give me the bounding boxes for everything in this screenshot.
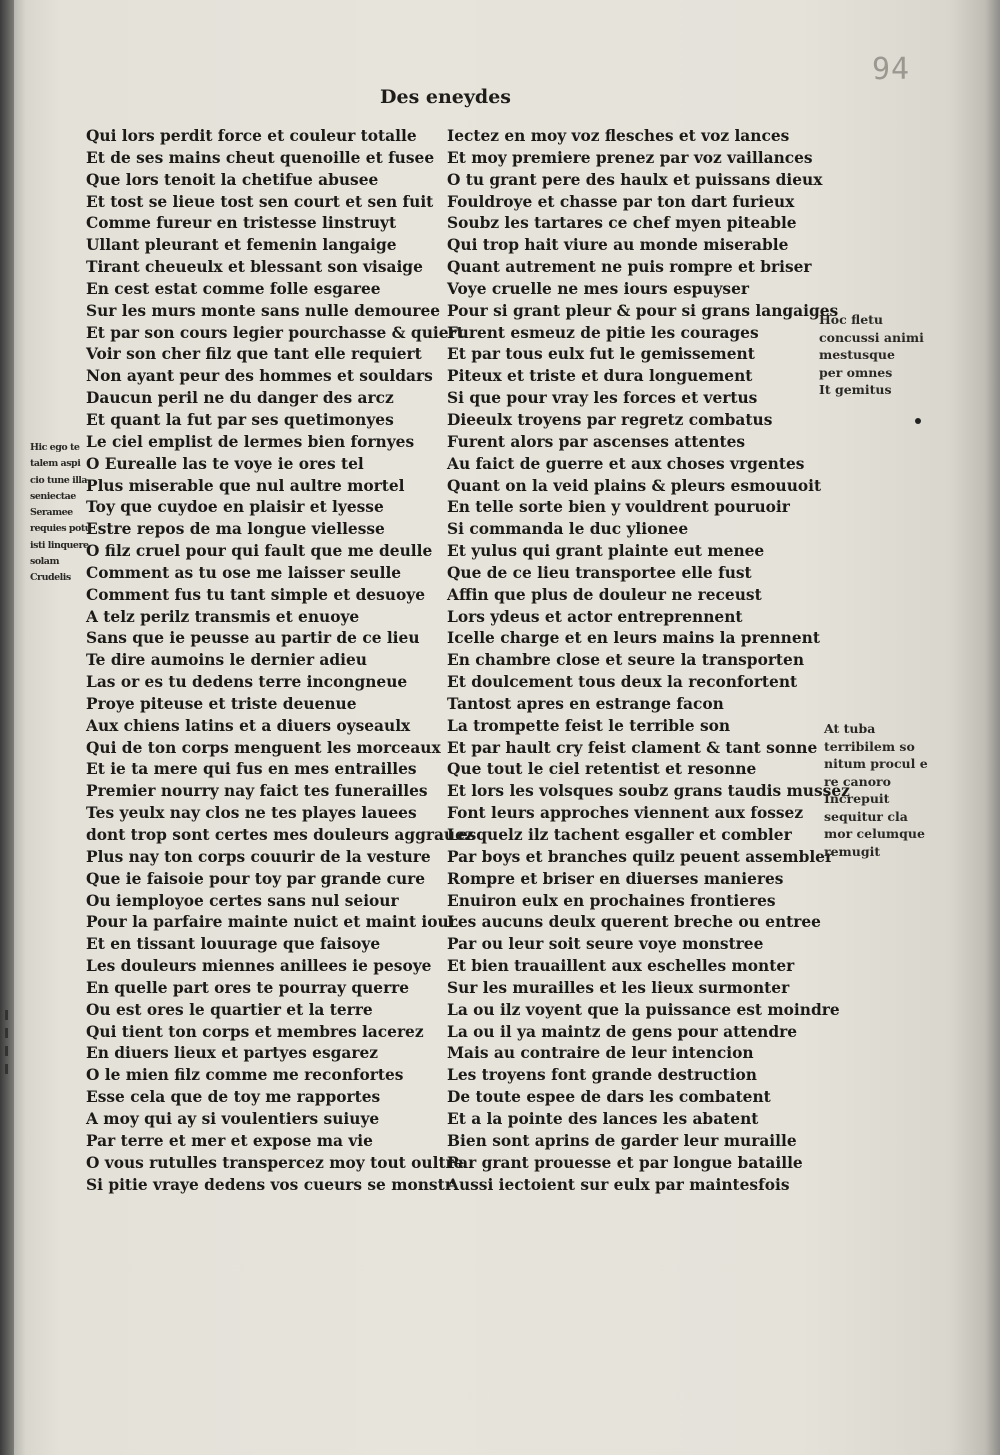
verse-line: Si pitie vraye dedens vos cueurs se monstr — [86, 1175, 453, 1194]
verse-line: En quelle part ores te pourray querre — [86, 978, 410, 997]
gloss-line: per omnes — [819, 364, 893, 380]
verse-line: Proye piteuse et triste deuenue — [86, 694, 357, 713]
verse-line: O Eurealle las te voye ie ores tel — [86, 454, 364, 473]
verse-line: Et tost se lieue tost sen court et sen fuit — [86, 192, 434, 211]
verse-line: O tu grant pere des haulx et puissans dieux — [447, 170, 823, 189]
verse-line: Qui lors perdit force et couleur totalle — [86, 127, 417, 145]
gloss-line: It gemitus — [819, 382, 892, 397]
verse-line: En telle sorte bien y vouldrent pouruoir — [447, 498, 790, 517]
right-margin-gloss-1 — [819, 311, 924, 399]
verse-line: Les troyens font grande destruction — [447, 1066, 757, 1085]
verse-line: Au faict de guerre et aux choses vrgentes — [447, 454, 805, 473]
verse-line: Non ayant peur des hommes et souldars — [86, 367, 433, 386]
verse-line: Esse cela que de toy me rapportes — [86, 1088, 381, 1107]
gloss-line: At tuba — [824, 721, 876, 736]
verse-line: Las or es tu dedens terre incongneue — [86, 673, 408, 692]
verse-line: Toy que cuydoe en plaisir et lyesse — [86, 498, 384, 517]
gloss-line: Hic ego te — [30, 442, 80, 453]
verse-line: Premier nourry nay faict tes funerailles — [86, 782, 428, 801]
verse-line: Aux chiens latins et a diuers oyseaulx — [86, 716, 411, 735]
verse-line: A telz perilz transmis et enuoye — [86, 607, 360, 626]
gloss-line: Increpuit — [824, 791, 890, 806]
verse-line: Aussi iectoient sur eulx par maintesfois — [447, 1175, 790, 1194]
verse-line: Dieeulx troyens par regretz combatus — [447, 410, 773, 429]
gloss-line: sequitur cla — [824, 808, 908, 824]
gloss-line: isti linquere — [30, 539, 89, 551]
verse-line: Soubz les tartares ce chef myen piteable — [447, 214, 797, 233]
verse-line: Bien sont aprins de garder leur muraille — [447, 1131, 797, 1150]
verse-line: Lors ydeus et actor entreprennent — [447, 607, 743, 626]
verse-line: Qui tient ton corps et membres lacerez — [86, 1022, 424, 1041]
verse-line: Comme fureur en tristesse linstruyt — [86, 214, 397, 233]
verse-line: Par terre et mer et expose ma vie — [86, 1131, 373, 1150]
left-text-column — [86, 126, 474, 1196]
verse-line: Iectez en moy voz flesches et voz lances — [447, 127, 790, 145]
verse-line: O filz cruel pour qui fault que me deulle — [86, 542, 433, 561]
verse-line: Qui de ton corps menguent les morceaux — [86, 738, 441, 757]
verse-line: O vous rutulles transpercez moy tout oultre — [86, 1153, 464, 1172]
verse-line: Si commanda le duc ylionee — [447, 520, 689, 539]
verse-line: Comment fus tu tant simple et desuoye — [86, 585, 425, 604]
gloss-line: seniectae — [30, 490, 76, 502]
verse-line: Quant autrement ne puis rompre et briser — [447, 258, 812, 277]
verse-line: La ou il ya maintz de gens pour attendre — [447, 1022, 797, 1041]
folio-number: 94 — [872, 52, 911, 87]
verse-line: Les aucuns deulx querent breche ou entree — [447, 913, 821, 932]
verse-line: Mais au contraire de leur intencion — [447, 1044, 754, 1063]
verse-line: Ou iemployoe certes sans nul seiour — [86, 891, 399, 910]
verse-line: Et en tissant louurage que faisoye — [86, 935, 381, 954]
verse-line: Et quant la fut par ses quetimonyes — [86, 410, 394, 429]
right-margin-gloss-2 — [824, 720, 928, 860]
edge-marks — [4, 1010, 10, 1100]
verse-line: Estre repos de ma longue viellesse — [86, 520, 385, 539]
verse-line: Et ie ta mere qui fus en mes entrailles — [86, 760, 417, 779]
verse-line: Sur les murailles et les lieux surmonter — [447, 978, 790, 997]
verse-line: En chambre close et seure la transporten — [447, 651, 805, 670]
verse-line: Et lors les volsques soubz grans taudis mussez — [447, 782, 850, 801]
verse-line: Et par son cours legier pourchasse & quiert — [86, 323, 464, 342]
gloss-line: cio tune illa — [30, 474, 88, 486]
gloss-line: Seramee — [30, 507, 73, 519]
gloss-line: requies potu — [30, 523, 92, 535]
verse-line: Tes yeulx nay clos ne tes playes lauees — [86, 804, 417, 823]
verse-line: Icelle charge et en leurs mains la prennent — [447, 629, 820, 648]
verse-line: Par boys et branches quilz peuent assembler — [447, 847, 834, 866]
gloss-line: nitum procul e — [824, 756, 928, 771]
verse-line: Et doulcement tous deux la reconfortent — [447, 673, 798, 692]
verse-line: Comment as tu ose me laisser seulle — [86, 563, 402, 582]
gloss-line: talem aspi — [30, 458, 81, 470]
gloss-line: Crudelis — [30, 572, 71, 584]
verse-line: Que ie faisoie pour toy par grande cure — [86, 869, 426, 888]
gloss-line: remugit — [824, 843, 881, 859]
verse-line: Qui trop hait viure au monde miserable — [447, 236, 789, 255]
verse-line: Rompre et briser en diuerses manieres — [447, 869, 784, 888]
verse-line: Et de ses mains cheut quenoille et fusee — [86, 148, 435, 167]
verse-line: Affin que plus de douleur ne receust — [447, 585, 762, 604]
verse-line: Voye cruelle ne mes iours espuyser — [447, 279, 749, 298]
verse-line: La ou ilz voyent que la puissance est moindre — [447, 1000, 840, 1019]
verse-line: Tirant cheueulx et blessant son visaige — [86, 258, 423, 277]
verse-line: Et par tous eulx fut le gemissement — [447, 345, 755, 364]
verse-line: Et a la pointe des lances les abatent — [447, 1109, 759, 1128]
verse-line: Furent alors par ascenses attentes — [447, 432, 746, 451]
verse-line: En diuers lieux et partyes esgarez — [86, 1044, 379, 1063]
verse-line: De toute espee de dars les combatent — [447, 1088, 771, 1107]
gloss-line: terribilem so — [824, 738, 915, 754]
verse-line: Que de ce lieu transportee elle fust — [447, 563, 752, 582]
verse-line: Enuiron eulx en prochaines frontieres — [447, 891, 776, 910]
gloss-line: concussi animi — [819, 329, 924, 345]
verse-line: Ullant pleurant et femenin langaige — [86, 236, 397, 255]
verse-line: Sans que ie peusse au partir de ce lieu — [86, 629, 420, 648]
verse-line: A moy qui ay si voulentiers suiuye — [86, 1109, 380, 1128]
verse-line: O le mien filz comme me reconfortes — [86, 1066, 404, 1085]
ink-dot — [915, 418, 921, 424]
gloss-line: mor celumque — [824, 826, 925, 841]
gloss-line: mestusque — [819, 347, 895, 362]
verse-line: Si que pour vray les forces et vertus — [447, 389, 758, 408]
verse-line: Les douleurs miennes anillees ie pesoye — [86, 957, 432, 976]
verse-line: Et yulus qui grant plainte eut menee — [447, 542, 765, 561]
binding-gutter — [0, 0, 14, 1455]
verse-line: Et par hault cry feist clament & tant sonne — [447, 738, 818, 757]
verse-line: En cest estat comme folle esgaree — [86, 279, 381, 298]
verse-line: Furent esmeuz de pitie les courages — [447, 323, 759, 342]
verse-line: Et bien trauaillent aux eschelles monter — [447, 957, 795, 976]
gloss-line: solam — [30, 556, 60, 568]
gloss-line: Hoc fletu — [819, 312, 884, 327]
verse-line: Fouldroye et chasse par ton dart furieux — [447, 192, 795, 211]
verse-line: Font leurs approches viennent aux fossez — [447, 804, 804, 823]
verse-line: Pour si grant pleur & pour si grans langaiges — [447, 301, 839, 320]
verse-line: Plus nay ton corps couurir de la vesture — [86, 847, 431, 866]
verse-line: Sur les murs monte sans nulle demouree — [86, 301, 441, 320]
verse-line: Par ou leur soit seure voye monstree — [447, 935, 764, 954]
verse-line: Tantost apres en estrange facon — [447, 694, 724, 713]
verse-line: Que tout le ciel retentist et resonne — [447, 760, 757, 779]
gloss-line: re canoro — [824, 773, 891, 789]
running-head: Des eneydes — [380, 86, 511, 108]
verse-line: Lesquelz ilz tachent esgaller et combler — [447, 826, 792, 844]
left-margin-gloss — [30, 440, 92, 587]
verse-line: Piteux et triste et dura longuement — [447, 367, 753, 386]
verse-line: Voir son cher filz que tant elle requiert — [86, 345, 422, 364]
verse-line: Et moy premiere prenez par voz vaillances — [447, 148, 813, 167]
verse-line: Pour la parfaire mainte nuict et maint iour — [86, 913, 457, 932]
verse-line: Te dire aumoins le dernier adieu — [86, 651, 367, 670]
verse-line: Par grant prouesse et par longue bataille — [447, 1153, 803, 1172]
verse-line: Daucun peril ne du danger des arcz — [86, 389, 394, 408]
verse-line: Plus miserable que nul aultre mortel — [86, 476, 405, 495]
verse-line: Quant on la veid plains & pleurs esmouuoit — [447, 476, 822, 495]
verse-line: dont trop sont certes mes douleurs aggrauez — [86, 826, 474, 844]
verse-line: La trompette feist le terrible son — [447, 716, 731, 735]
verse-line: Que lors tenoit la chetifue abusee — [86, 170, 379, 189]
verse-line: Le ciel emplist de lermes bien fornyes — [86, 432, 415, 451]
verse-line: Ou est ores le quartier et la terre — [86, 1000, 373, 1019]
